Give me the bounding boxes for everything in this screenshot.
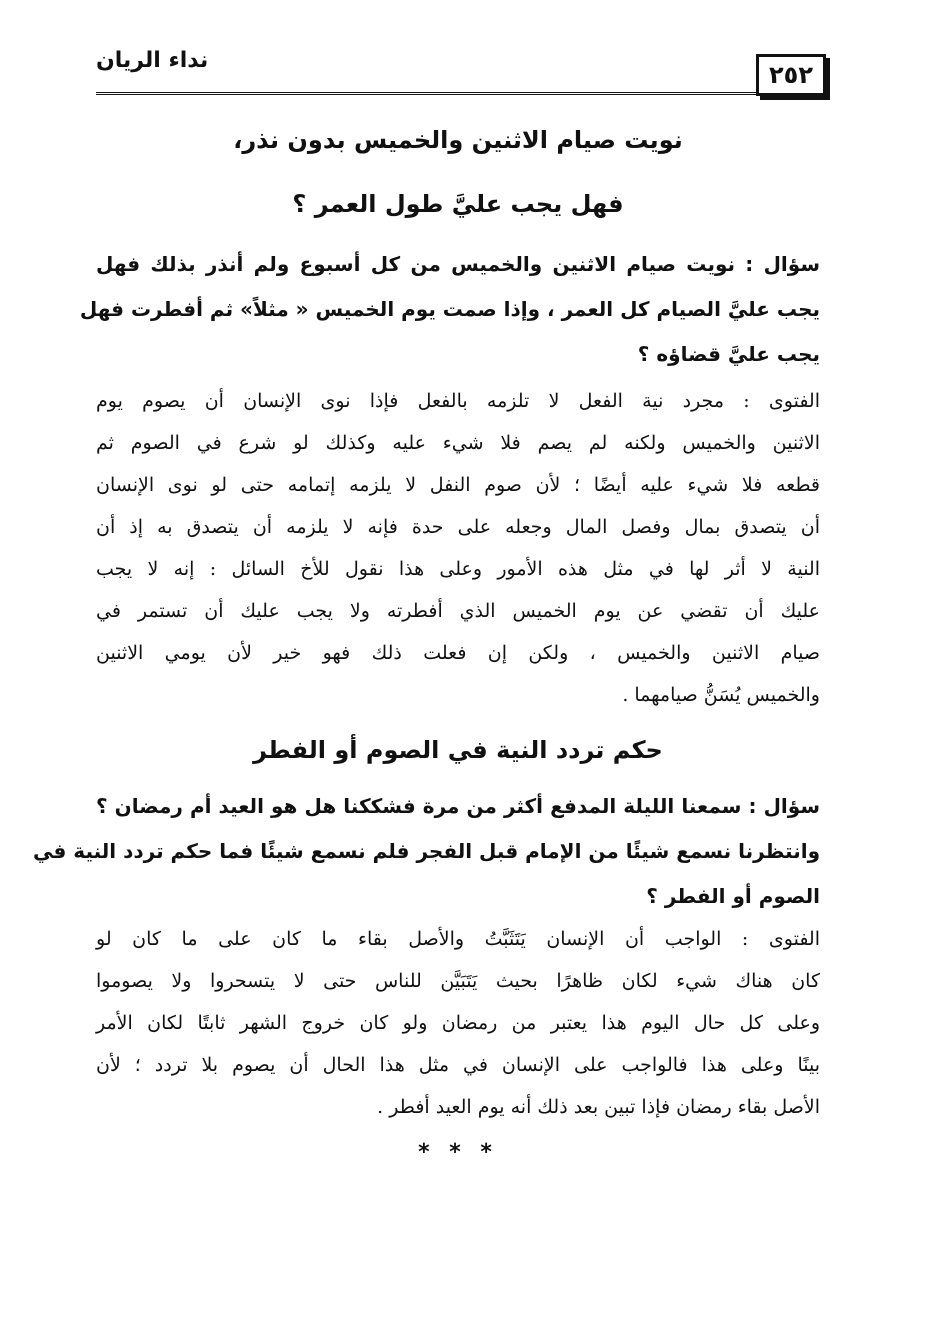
section1-title-line2: فهل يجب عليَّ طول العمر ؟ <box>292 190 624 218</box>
answer-line: عليك أن تقضي عن يوم الخميس الذي أفطرته ولا يجب عليك أن تستمر في <box>96 600 820 622</box>
answer-line: الفتوى : الواجب أن الإنسان يَتَثَبَّتُ والأصل بقاء ما كان على ما كان لو <box>96 928 820 950</box>
answer-line: قطعه فلا شيء عليه أيضًا ؛ لأن صوم النفل لا يلزمه إتمامه حتى لو نوى الإنسان <box>96 474 820 496</box>
section1-answer <box>96 380 820 716</box>
section1-title-line1: نويت صيام الاثنين والخميس بدون نذر، <box>233 126 683 154</box>
answer-line: صيام الاثنين والخميس ، ولكن إن فعلت ذلك فهو خير لأن يومي الاثنين <box>96 642 820 664</box>
answer-line: الأصل بقاء رمضان فإذا تبين بعد ذلك أنه يوم العيد أفطر . <box>377 1096 820 1118</box>
page-number: ٢٥٢ <box>756 54 826 96</box>
section2-question <box>33 784 820 919</box>
answer-line: أن يتصدق بمال وفصل المال وجعله على حدة فإنه لا يلزمه أن يتصدق به إذ أن <box>96 516 820 538</box>
section2-title: حكم تردد النية في الصوم أو الفطر <box>253 736 663 764</box>
answer-line: والخميس يُسَنُّ صيامهما . <box>622 684 820 706</box>
question-line: وانتظرنا نسمع شيئًا من الإمام قبل الفجر فلم نسمع شيئًا فما حكم تردد النية في <box>33 839 820 863</box>
answer-line: الفتوى : مجرد نية الفعل لا تلزمه بالفعل فإذا نوى الإنسان أن يصوم يوم <box>96 390 820 412</box>
section2-answer <box>96 918 820 1128</box>
answer-line: وعلى كل حال اليوم هذا يعتبر من رمضان ولو كان خروج الشهر ثابتًا لكان الأمر <box>96 1012 820 1034</box>
section-separator: * * * <box>418 1140 498 1165</box>
question-line: سؤال : سمعنا الليلة المدفع أكثر من مرة فشككنا هل هو العيد أم رمضان ؟ <box>96 794 820 818</box>
question-line: الصوم أو الفطر ؟ <box>646 884 820 908</box>
page-header <box>96 40 826 104</box>
section1-question <box>79 242 820 377</box>
question-line: يجب عليَّ قضاؤه ؟ <box>637 342 820 366</box>
running-title: نداء الريان <box>96 48 209 73</box>
question-line: سؤال : نويت صيام الاثنين والخميس من كل أسبوع ولم أنذر بذلك فهل <box>96 252 820 276</box>
answer-line: بينًا وعلى هذا فالواجب على الإنسان في مثل هذا الحال أن يصوم بلا تردد ؛ لأن <box>96 1054 820 1076</box>
header-rule <box>96 92 756 95</box>
answer-line: الاثنين والخميس ولكنه لم يصم فلا شيء عليه وكذلك لو شرع في الصوم ثم <box>96 432 820 454</box>
answer-line: النية لا أثر لها في مثل هذه الأمور وعلى هذا نقول للأخ السائل : إنه لا يجب <box>96 558 820 580</box>
answer-line: كان هناك شيء لكان ظاهرًا بحيث يَتَبَيَّن للناس حتى لا يتسحروا ولا يصوموا <box>96 970 820 992</box>
question-line: يجب عليَّ الصيام كل العمر ، وإذا صمت يوم الخميس « مثلاً» ثم أفطرت فهل <box>79 297 820 321</box>
